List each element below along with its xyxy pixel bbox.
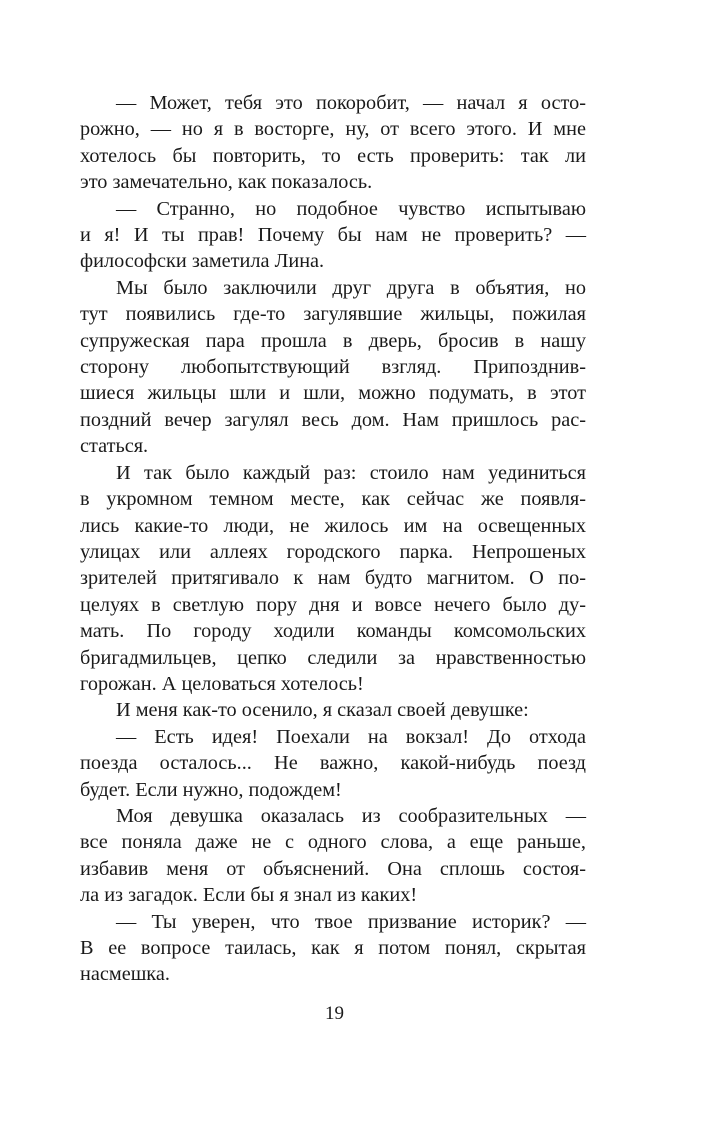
text-line: шиеся жильцы шли и шли, можно подумать, в этот [80,382,586,405]
paragraph [80,275,586,460]
text-line: ла из загадок. Если бы я знал из каких! [80,884,418,907]
text-line: — Может, тебя это покоробит, — начал я осто- [116,92,586,114]
text-line: мать. По городу ходили команды комсомольских [80,620,586,643]
text-line: В ее вопросе таилась, как я потом понял, скрытая [80,937,586,959]
text-line: в укромном темном месте, как сейчас же появля- [80,488,586,511]
paragraph [80,196,586,275]
text-line: — Странно, но подобное чувство испытываю [116,197,586,220]
text-line: поздний вечер загулял весь дом. Нам пришлось рас- [80,408,586,431]
text-line: и я! И ты прав! Почему бы нам не проверить? — [80,224,586,247]
text-line: статься. [80,435,149,458]
text-line: — Есть идея! Поехали на вокзал! До отхода [116,725,586,748]
page-body [80,90,586,988]
text-line: будет. Если нужно, подождем! [80,778,342,801]
paragraph [80,724,586,803]
text-line: сторону любопытствующий взгляд. Припозднив- [80,356,586,379]
text-line: все поняла даже не с одного слова, а еще раньше, [80,831,586,854]
text-line: супружеская пара прошла в дверь, бросив в нашу [80,329,586,352]
page-number: 19 [325,1003,344,1024]
text-line: Моя девушка оказалась из сообразительных — [116,804,586,827]
paragraph [80,90,586,196]
text-line: целуях в светлую пору дня и вовсе нечего было ду- [80,593,586,616]
text-line: И так было каждый раз: стоило нам уединиться [116,461,586,484]
paragraph [80,909,586,988]
text-line: лись какие-то люди, не жилось им на освещенных [80,514,586,537]
text-line: горожан. А целоваться хотелось! [80,672,364,695]
text-line: бригадмильцев, цепко следили за нравственностью [80,646,586,669]
text-line: насмешка. [80,963,170,986]
paragraph [80,460,586,698]
text-line: И меня как-то осенило, я сказал своей девушке: [116,699,529,722]
text-line: Мы было заключили друг друга в объятия, но [116,276,586,299]
text-line: рожно, — но я в восторге, ну, от всего этого. И мне [80,118,586,141]
text-line: зрителей притягивало к нам будто магнитом. О по- [80,567,586,590]
paragraph [80,803,586,909]
text-line: — Ты уверен, что твое призвание историк? — [116,910,586,933]
text-line: поезда осталось... Не важно, какой-нибудь поезд [80,752,586,775]
text-line: тут появились где-то загулявшие жильцы, пожилая [80,303,586,326]
text-line: улицах или аллеях городского парка. Непрошеных [80,540,586,563]
text-line: это замечательно, как показалось. [80,171,373,194]
text-line: избавив меня от объяснений. Она сплошь состоя- [80,857,586,880]
text-line: философски заметила Лина. [80,250,325,273]
text-line: хотелось бы повторить, то есть проверить: так ли [80,144,586,167]
paragraph [80,697,586,723]
